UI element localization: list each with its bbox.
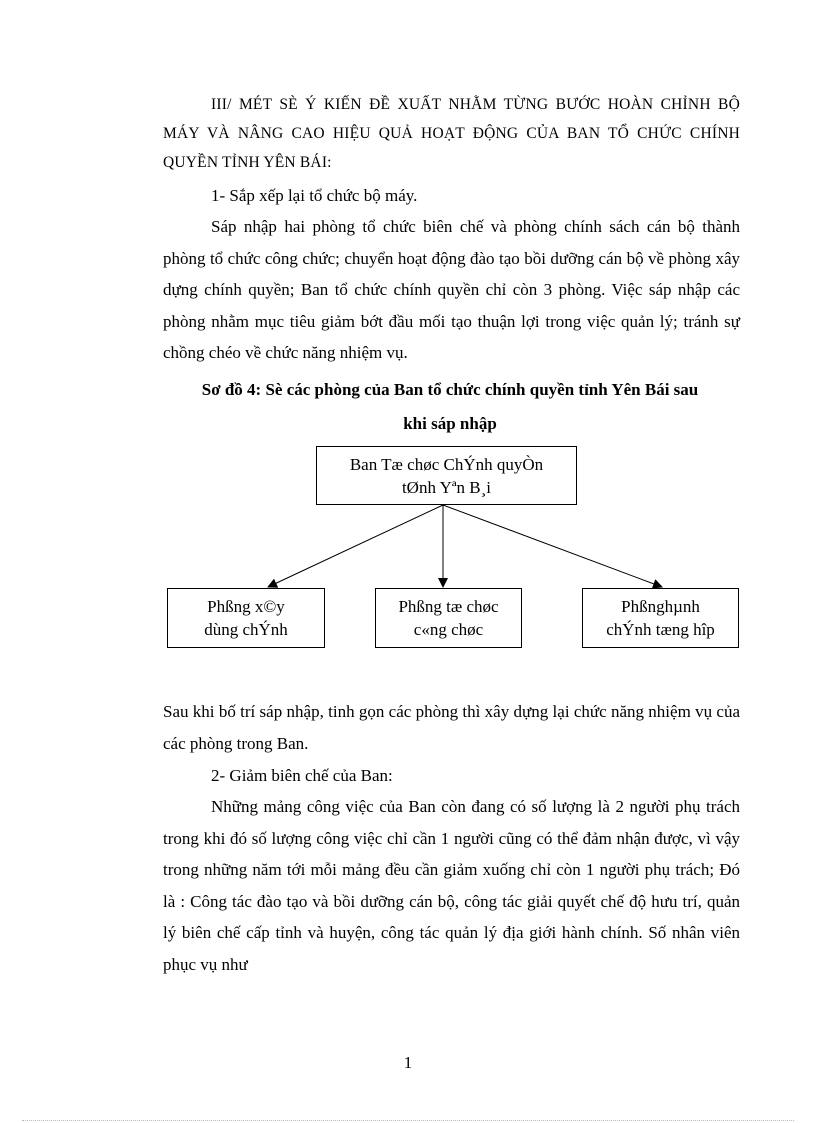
- org-box-top-line-1: Ban Tæ chøc ChÝnh quyÒn: [349, 454, 544, 474]
- after-diagram-paragraph: Sau khi bố trí sáp nhập, tinh gọn các phòng thì xây dựng lại chức năng nhiệm vụ của các phòng trong Ban.: [163, 702, 740, 753]
- org-box-left-line-1: Phßng x©y: [207, 597, 285, 616]
- org-box-right: [582, 588, 739, 648]
- org-box-left: [167, 588, 325, 648]
- org-box-middle-line-2: c«ng chøc: [413, 620, 484, 639]
- diagram-caption-line-1: Sơ đồ 4: Sè các phòng của Ban tổ chức chính quyền tỉnh Yên Bái sau: [201, 380, 699, 399]
- section-heading: III/ MÉT SÈ Ý KIẾN ĐỀ XUẤT NHẰM TỪNG BƯỚC HOÀN CHỈNH BỘ MÁY VÀ NÂNG CAO HIỆU QUẢ HOẠT ĐỘNG CỦA BAN TỔ CHỨC CHÍNH QUYỀN TỈNH YÊN BÁI:: [163, 96, 740, 171]
- section-1-paragraph: Sáp nhập hai phòng tổ chức biên chế và phòng chính sách cán bộ thành phòng tổ chức công chức; chuyển hoạt động đào tạo bồi dưỡng cán bộ về phòng xây dựng chính quyền; Ban tổ chức chính quyền chỉ còn 3 phòng. Việc sáp nhập các phòng nhằm mục tiêu giảm bớt đầu mối tạo thuận lợi trong việc quản lý; tránh sự chồng chéo về chức năng nhiệm vụ.: [163, 217, 740, 362]
- diagram-caption: [150, 373, 750, 441]
- section-2-title: 2- Giảm biên chế của Ban:: [211, 766, 393, 785]
- org-box-left-line-2: dùng chÝnh: [204, 620, 288, 639]
- connector-left: [268, 505, 443, 587]
- org-box-right-line-2: chÝnh tæng hîp: [606, 620, 715, 639]
- page-number: 1: [403, 1053, 413, 1072]
- org-box-middle: [375, 588, 522, 648]
- org-box-middle-line-1: Phßng tæ chøc: [398, 597, 499, 616]
- diagram-caption-line-2: khi sáp nhập: [403, 414, 497, 433]
- footer-divider: [22, 1120, 794, 1121]
- connector-right: [443, 505, 662, 587]
- section-2-paragraph: Những mảng công việc của Ban còn đang có số lượng là 2 người phụ trách trong khi đó số lượng công việc chỉ cần 1 người cũng có thể đảm nhận được, vì vậy trong những năm tới mỗi mảng đều cần giảm xuống chỉ còn 1 người phụ trách; Đó là : Công tác đào tạo và bồi dưỡng cán bộ, công tác giải quyết chế độ hưu trí, quản lý biên chế cấp tỉnh và huyện, công tác quản lý địa giới hành chính. Số nhân viên phục vụ như: [163, 797, 740, 974]
- section-1-title: 1- Sắp xếp lại tổ chức bộ máy.: [211, 186, 418, 205]
- org-box-right-line-1: Phßnghµnh: [621, 597, 700, 616]
- org-box-top-line-2: tØnh Yªn B¸i: [401, 477, 492, 497]
- org-box-top: [316, 446, 577, 505]
